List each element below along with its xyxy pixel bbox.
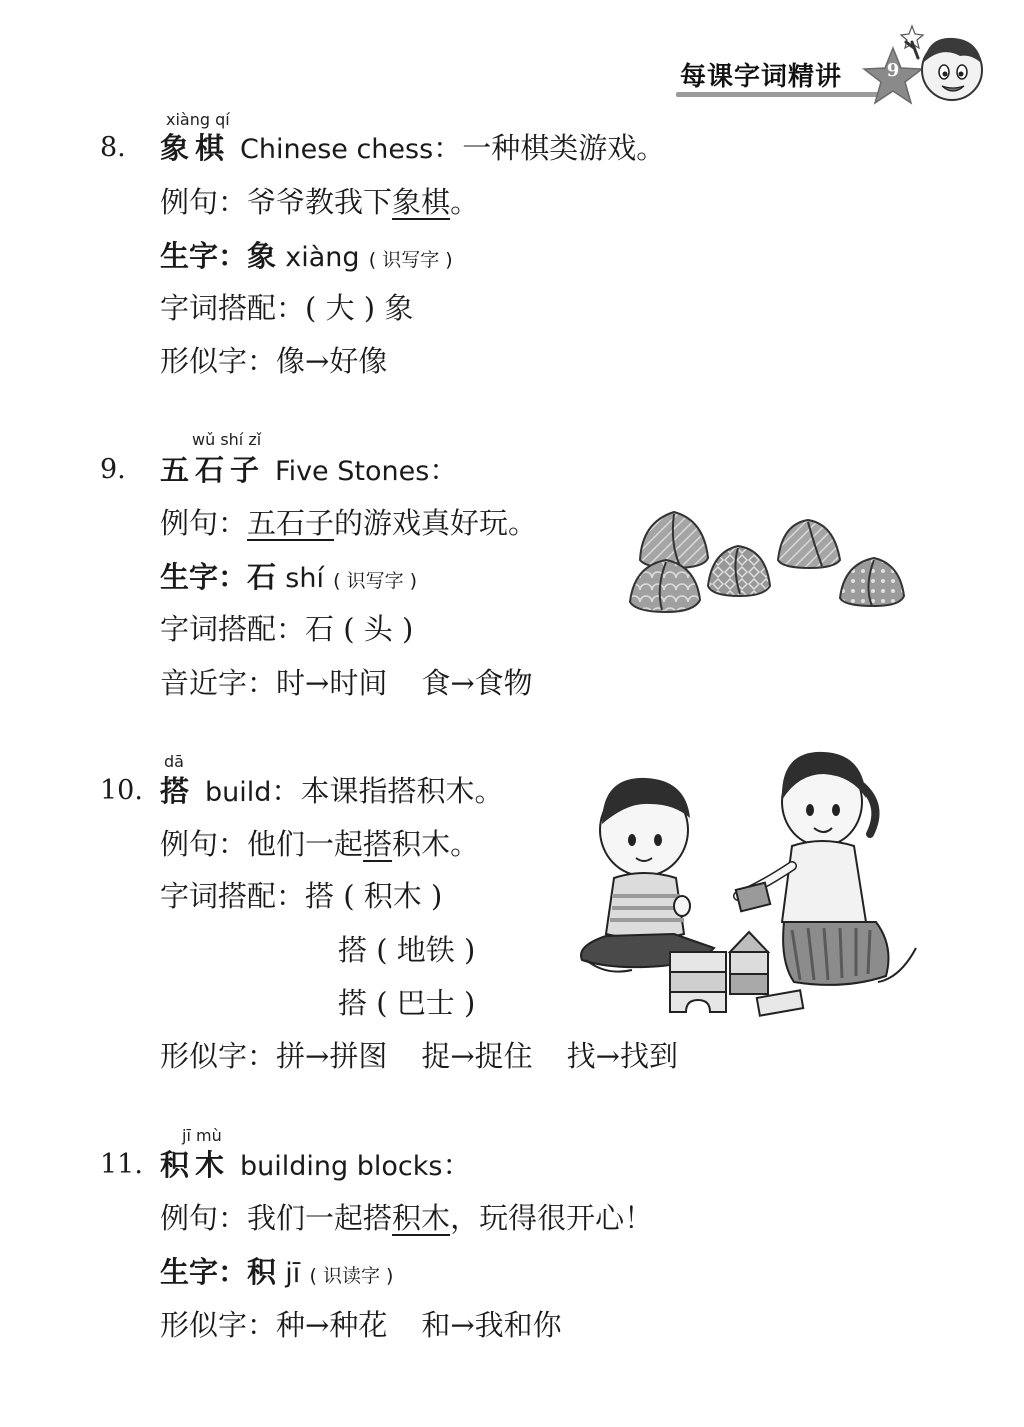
entry-8-english: Chinese chess xyxy=(240,134,434,165)
entry-11-example: 例句：我们一起搭积木，玩得很开心！ xyxy=(160,1201,654,1235)
entry-8-headline: 象棋 Chinese chess：一种棋类游戏。 xyxy=(160,131,666,165)
entry-11-pinyin: jī mù xyxy=(182,1126,222,1145)
entry-10-word: 搭 xyxy=(160,774,196,808)
page-number: 9 xyxy=(886,60,900,81)
lesson-header-title: 每课字词精讲 xyxy=(680,62,843,92)
entry-10-definition: 本课指搭积木。 xyxy=(300,774,504,808)
entry-11-headline: 积木 building blocks： xyxy=(160,1148,472,1182)
header-underline xyxy=(676,92,884,97)
boy-figure xyxy=(581,778,714,972)
entry-9-pinyin: wǔ shí zǐ xyxy=(192,430,262,449)
entry-8-example-keyword: 象棋 xyxy=(392,185,451,219)
entry-10-collocation-3: 搭 ( 巴士 ) xyxy=(338,986,476,1020)
entry-8-number: 8. xyxy=(100,132,126,163)
entry-9-collocation: 字词搭配：石 ( 头 ) xyxy=(160,612,414,646)
entry-10-example: 例句：他们一起搭积木。 xyxy=(160,827,480,861)
entry-10-collocation: 字词搭配：搭 ( 积木 ) xyxy=(160,879,443,913)
entry-11-number: 11. xyxy=(100,1149,143,1180)
entry-9-shengzi: 生字：石 shí ( 识写字 ) xyxy=(160,560,418,594)
entry-10-headline: 搭 build：本课指搭积木。 xyxy=(160,774,504,808)
entry-10-example-keyword: 搭 xyxy=(363,827,393,861)
children-building-blocks-illustration xyxy=(578,746,920,1022)
entry-8-definition: 一种棋类游戏。 xyxy=(462,131,666,165)
entry-11-word: 积木 xyxy=(160,1148,231,1182)
entry-10-collocation-2: 搭 ( 地铁 ) xyxy=(338,933,476,967)
entry-11-shengzi: 生字：积 jī ( 识读字 ) xyxy=(160,1255,394,1289)
entry-10-number: 10. xyxy=(100,775,143,806)
entry-9-word: 五石子 xyxy=(160,453,266,487)
entry-9-headline: 五石子 Five Stones： xyxy=(160,453,459,487)
five-stones-illustration xyxy=(628,506,910,620)
entry-9-number: 9. xyxy=(100,454,126,485)
entry-9-example: 例句：五石子的游戏真好玩。 xyxy=(160,506,538,540)
entry-9-sound-similar: 音近字：时→时间 食→食物 xyxy=(160,666,533,700)
entry-10-english: build xyxy=(205,777,272,808)
entry-11-example-keyword: 积木 xyxy=(392,1201,451,1235)
entry-10-pinyin: dā xyxy=(164,752,184,771)
entry-9-example-keyword: 五石子 xyxy=(247,506,335,540)
entry-8-collocation: 字词搭配：( 大 ) 象 xyxy=(160,291,414,325)
entry-9-english: Five Stones xyxy=(275,456,430,487)
entry-11-similar: 形似字：种→种花 和→我和你 xyxy=(160,1308,562,1342)
entry-8-pinyin: xiàng qí xyxy=(166,110,230,129)
entry-8-word: 象棋 xyxy=(160,131,231,165)
entry-10-similar: 形似字：拼→拼图 捉→捉住 找→找到 xyxy=(160,1039,678,1073)
boy-mascot-icon xyxy=(900,18,992,110)
entry-8-example: 例句：爷爷教我下象棋。 xyxy=(160,185,480,219)
entry-11-english: building blocks xyxy=(240,1151,443,1182)
entry-8-similar: 形似字：像→好像 xyxy=(160,344,388,378)
entry-8-shengzi: 生字：象 xiàng ( 识写字 ) xyxy=(160,239,453,273)
